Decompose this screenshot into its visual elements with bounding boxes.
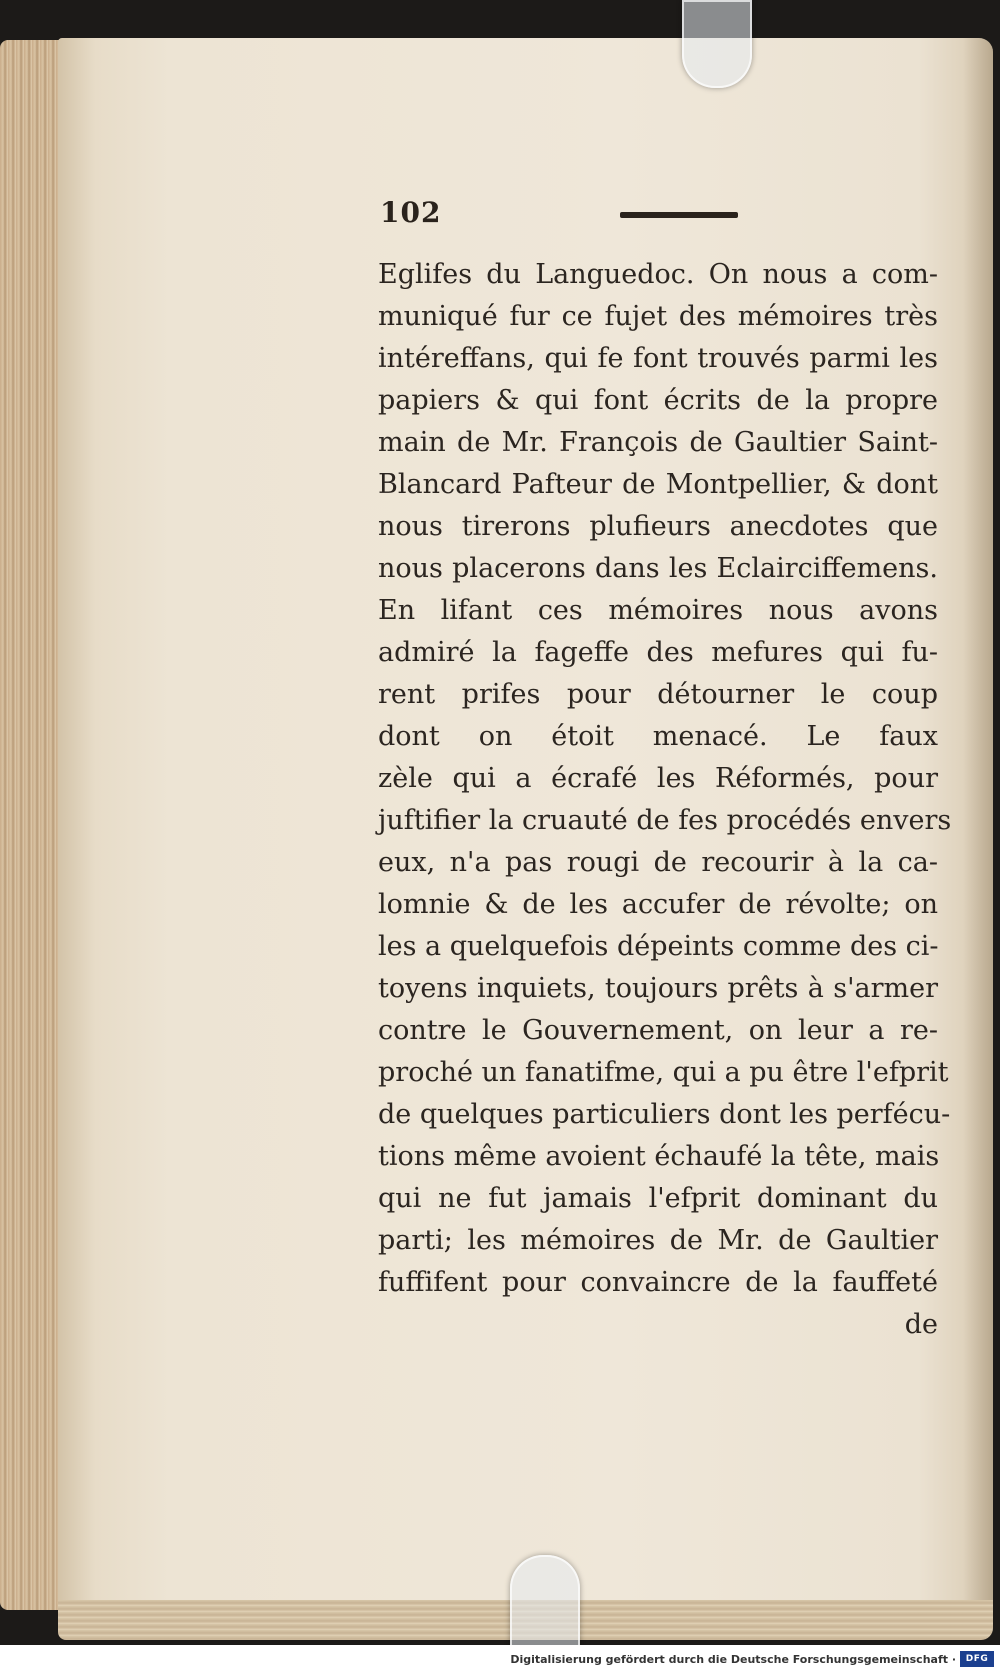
text-line: main de Mr. François de Gaultier Saint-	[378, 427, 938, 458]
text-line: En lifant ces mémoires nous avons	[378, 595, 938, 626]
text-line: parti; les mémoires de Mr. de Gaultier	[378, 1225, 938, 1256]
text-line: Eglifes du Languedoc. On nous a com-	[378, 259, 938, 290]
text-line: rent prifes pour détourner le coup	[378, 679, 938, 710]
text-line: muniqué fur ce fujet des mémoires très	[378, 301, 938, 332]
text-line: eux, n'a pas rougi de recourir à la ca-	[378, 847, 938, 878]
text-line: zèle qui a écrafé les Réformés, pour	[378, 763, 938, 794]
text-line: intéreffans, qui fe font trouvés parmi les	[378, 343, 938, 374]
text-line: proché un fanatifme, qui a pu être l'efprit	[378, 1057, 949, 1088]
header-rule	[620, 212, 738, 218]
page-shadow	[963, 38, 993, 1618]
text-line: nous placerons dans les Eclairciffemens.	[378, 553, 938, 584]
text-line: fuffifent pour convaincre de la fauffeté	[378, 1267, 938, 1298]
footer-bar	[0, 1645, 1000, 1673]
text-line: Blancard Pafteur de Montpellier, & dont	[378, 469, 938, 500]
catchword: de	[904, 1309, 938, 1340]
text-line: juftifier la cruauté de fes procédés envers	[378, 805, 952, 836]
text-line: toyens inquiets, toujours prêts à s'armer	[378, 973, 938, 1004]
funding-credit: Digitalisierung gefördert durch die Deutsche Forschungsgemeinschaft ·	[510, 1653, 956, 1666]
text-line: contre le Gouvernement, on leur a re-	[378, 1015, 938, 1046]
text-line: tions même avoient échaufé la tête, mais	[378, 1141, 940, 1172]
text-line: de quelques particuliers dont les perfécu-	[378, 1099, 951, 1130]
text-line: qui ne fut jamais l'efprit dominant du	[378, 1183, 938, 1214]
text-line: lomnie & de les accufer de révolte; on	[378, 889, 938, 920]
text-line: nous tirerons plufieurs anecdotes que	[378, 511, 938, 542]
page-number: 102	[380, 196, 442, 229]
top-page-clip	[682, 0, 752, 88]
text-line: admiré la fageffe des mefures qui fu-	[378, 637, 938, 668]
body-text	[378, 254, 952, 1346]
text-line: papiers & qui font écrits de la propre	[378, 385, 938, 416]
page-header	[380, 196, 940, 236]
bottom-page-clip	[510, 1555, 580, 1645]
text-line: dont on étoit menacé. Le faux	[378, 721, 938, 752]
text-line: les a quelquefois dépeints comme des ci-	[378, 931, 939, 962]
dfg-logo: DFG	[960, 1651, 994, 1667]
